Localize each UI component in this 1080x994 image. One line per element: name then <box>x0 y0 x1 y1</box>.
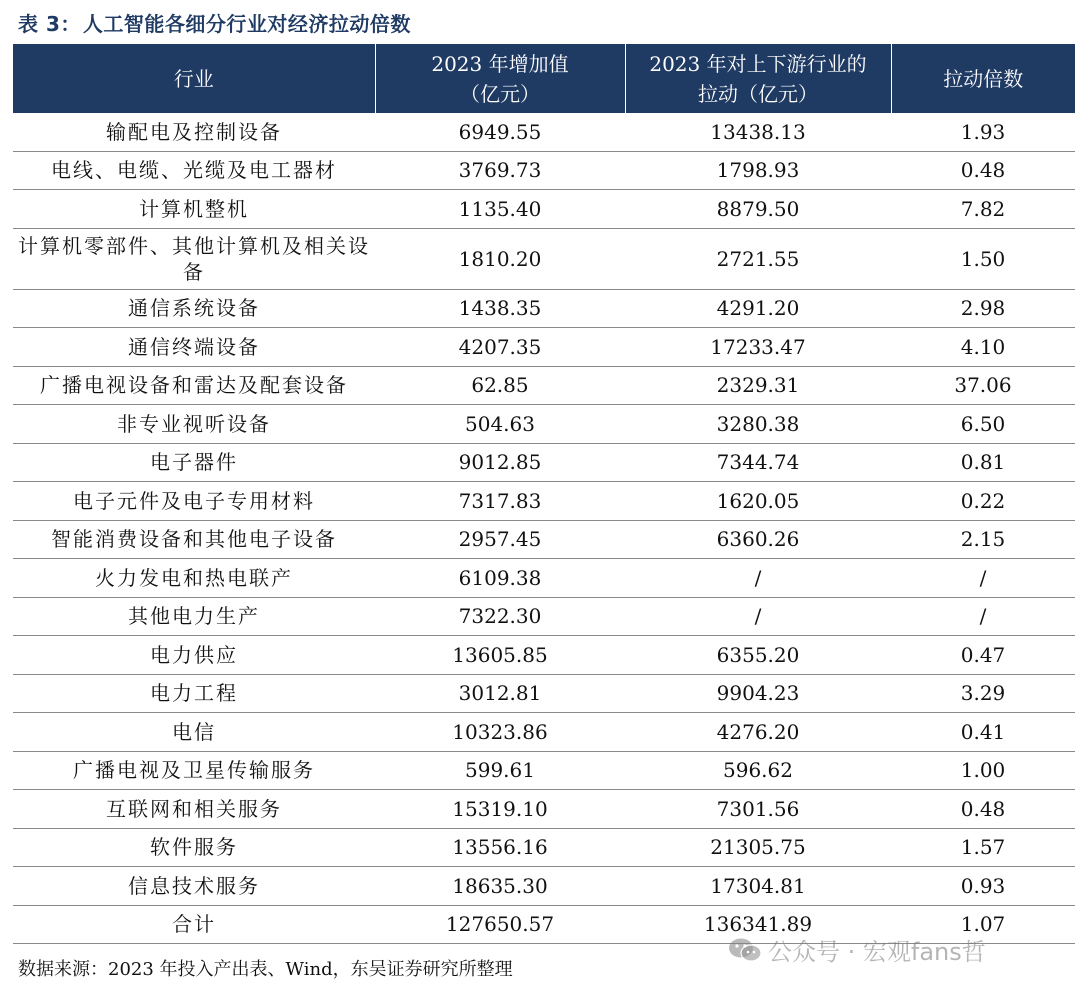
cell-industry: 信息技术服务 <box>13 867 375 906</box>
cell-multiplier: 4.10 <box>891 328 1075 367</box>
table-row <box>13 867 1075 906</box>
cell-pull: 9904.23 <box>625 674 891 713</box>
cell-industry: 电线、电缆、光缆及电工器材 <box>13 151 375 190</box>
cell-industry: 电力工程 <box>13 674 375 713</box>
cell-multiplier: 0.22 <box>891 482 1075 521</box>
wechat-icon <box>728 937 762 963</box>
cell-value-added: 18635.30 <box>375 867 625 906</box>
cell-pull: 7301.56 <box>625 790 891 829</box>
cell-industry: 广播电视设备和雷达及配套设备 <box>13 366 375 405</box>
cell-multiplier: 1.00 <box>891 751 1075 790</box>
cell-pull: 1620.05 <box>625 482 891 521</box>
cell-multiplier: 1.50 <box>891 228 1075 289</box>
table-row <box>13 443 1075 482</box>
cell-value-added: 3769.73 <box>375 151 625 190</box>
table-row <box>13 790 1075 829</box>
cell-pull: 2329.31 <box>625 366 891 405</box>
cell-industry: 智能消费设备和其他电子设备 <box>13 520 375 559</box>
cell-pull: 13438.13 <box>625 113 891 151</box>
data-table <box>13 44 1075 944</box>
header-multiplier: 拉动倍数 <box>891 44 1075 113</box>
cell-value-added: 3012.81 <box>375 674 625 713</box>
table-title <box>18 8 411 37</box>
cell-multiplier: 7.82 <box>891 190 1075 229</box>
cell-value-added: 1135.40 <box>375 190 625 229</box>
table-row <box>13 151 1075 190</box>
table-row <box>13 636 1075 675</box>
cell-pull: 3280.38 <box>625 405 891 444</box>
table-row <box>13 113 1075 151</box>
cell-pull: 136341.89 <box>625 905 891 944</box>
table-row <box>13 559 1075 598</box>
cell-multiplier: 2.98 <box>891 289 1075 328</box>
cell-value-added: 4207.35 <box>375 328 625 367</box>
cell-multiplier: 0.48 <box>891 151 1075 190</box>
cell-value-added: 6949.55 <box>375 113 625 151</box>
cell-multiplier: 1.93 <box>891 113 1075 151</box>
cell-value-added: 504.63 <box>375 405 625 444</box>
cell-industry: 通信终端设备 <box>13 328 375 367</box>
cell-pull: 17233.47 <box>625 328 891 367</box>
table-number: 表 3： <box>18 12 81 36</box>
cell-value-added: 9012.85 <box>375 443 625 482</box>
cell-industry: 通信系统设备 <box>13 289 375 328</box>
cell-industry: 输配电及控制设备 <box>13 113 375 151</box>
header-row <box>13 44 1075 113</box>
cell-multiplier: / <box>891 597 1075 636</box>
cell-value-added: 62.85 <box>375 366 625 405</box>
cell-value-added: 1438.35 <box>375 289 625 328</box>
table-row <box>13 713 1075 752</box>
table-row <box>13 597 1075 636</box>
cell-pull: 596.62 <box>625 751 891 790</box>
cell-multiplier: 1.07 <box>891 905 1075 944</box>
table-row <box>13 289 1075 328</box>
cell-multiplier: 0.47 <box>891 636 1075 675</box>
table-row <box>13 520 1075 559</box>
cell-value-added: 7317.83 <box>375 482 625 521</box>
cell-industry: 电信 <box>13 713 375 752</box>
table-caption: 人工智能各细分行业对经济拉动倍数 <box>82 12 411 36</box>
cell-pull: 4276.20 <box>625 713 891 752</box>
cell-value-added: 1810.20 <box>375 228 625 289</box>
cell-industry: 电力供应 <box>13 636 375 675</box>
table-row <box>13 674 1075 713</box>
cell-pull: 8879.50 <box>625 190 891 229</box>
cell-multiplier: 0.81 <box>891 443 1075 482</box>
cell-value-added: 599.61 <box>375 751 625 790</box>
cell-industry: 电子元件及电子专用材料 <box>13 482 375 521</box>
cell-industry: 广播电视及卫星传输服务 <box>13 751 375 790</box>
cell-industry: 火力发电和热电联产 <box>13 559 375 598</box>
cell-pull: 21305.75 <box>625 828 891 867</box>
cell-value-added: 6109.38 <box>375 559 625 598</box>
cell-multiplier: 0.93 <box>891 867 1075 906</box>
cell-industry: 互联网和相关服务 <box>13 790 375 829</box>
cell-pull: / <box>625 559 891 598</box>
cell-pull: 7344.74 <box>625 443 891 482</box>
header-pull: 2023 年对上下游行业的 拉动（亿元） <box>625 44 891 113</box>
cell-pull: 6355.20 <box>625 636 891 675</box>
header-industry: 行业 <box>13 44 375 113</box>
cell-industry: 电子器件 <box>13 443 375 482</box>
cell-pull: / <box>625 597 891 636</box>
cell-value-added: 7322.30 <box>375 597 625 636</box>
header-value-added: 2023 年增加值 （亿元） <box>375 44 625 113</box>
cell-multiplier: 0.48 <box>891 790 1075 829</box>
cell-multiplier: 0.41 <box>891 713 1075 752</box>
cell-pull: 6360.26 <box>625 520 891 559</box>
cell-multiplier: / <box>891 559 1075 598</box>
cell-value-added: 15319.10 <box>375 790 625 829</box>
watermark <box>728 932 986 967</box>
table-row <box>13 828 1075 867</box>
cell-value-added: 10323.86 <box>375 713 625 752</box>
table-row <box>13 482 1075 521</box>
cell-multiplier: 1.57 <box>891 828 1075 867</box>
cell-multiplier: 37.06 <box>891 366 1075 405</box>
table-row <box>13 751 1075 790</box>
cell-value-added: 13556.16 <box>375 828 625 867</box>
cell-multiplier: 6.50 <box>891 405 1075 444</box>
table-row <box>13 328 1075 367</box>
cell-pull: 1798.93 <box>625 151 891 190</box>
cell-value-added: 13605.85 <box>375 636 625 675</box>
table-row <box>13 228 1075 289</box>
table-row <box>13 190 1075 229</box>
data-source-note: 数据来源：2023 年投入产出表、Wind，东吴证券研究所整理 <box>18 959 513 980</box>
cell-value-added: 2957.45 <box>375 520 625 559</box>
cell-pull: 4291.20 <box>625 289 891 328</box>
cell-industry: 软件服务 <box>13 828 375 867</box>
table-row <box>13 366 1075 405</box>
cell-pull: 17304.81 <box>625 867 891 906</box>
watermark-text: 公众号 · 宏观fans哲 <box>768 938 986 966</box>
cell-value-added: 127650.57 <box>375 905 625 944</box>
cell-industry: 非专业视听设备 <box>13 405 375 444</box>
cell-industry: 其他电力生产 <box>13 597 375 636</box>
cell-pull: 2721.55 <box>625 228 891 289</box>
cell-industry: 合计 <box>13 905 375 944</box>
cell-multiplier: 2.15 <box>891 520 1075 559</box>
cell-industry: 计算机零部件、其他计算机及相关设备 <box>13 228 375 289</box>
cell-industry: 计算机整机 <box>13 190 375 229</box>
cell-multiplier: 3.29 <box>891 674 1075 713</box>
table-row <box>13 405 1075 444</box>
